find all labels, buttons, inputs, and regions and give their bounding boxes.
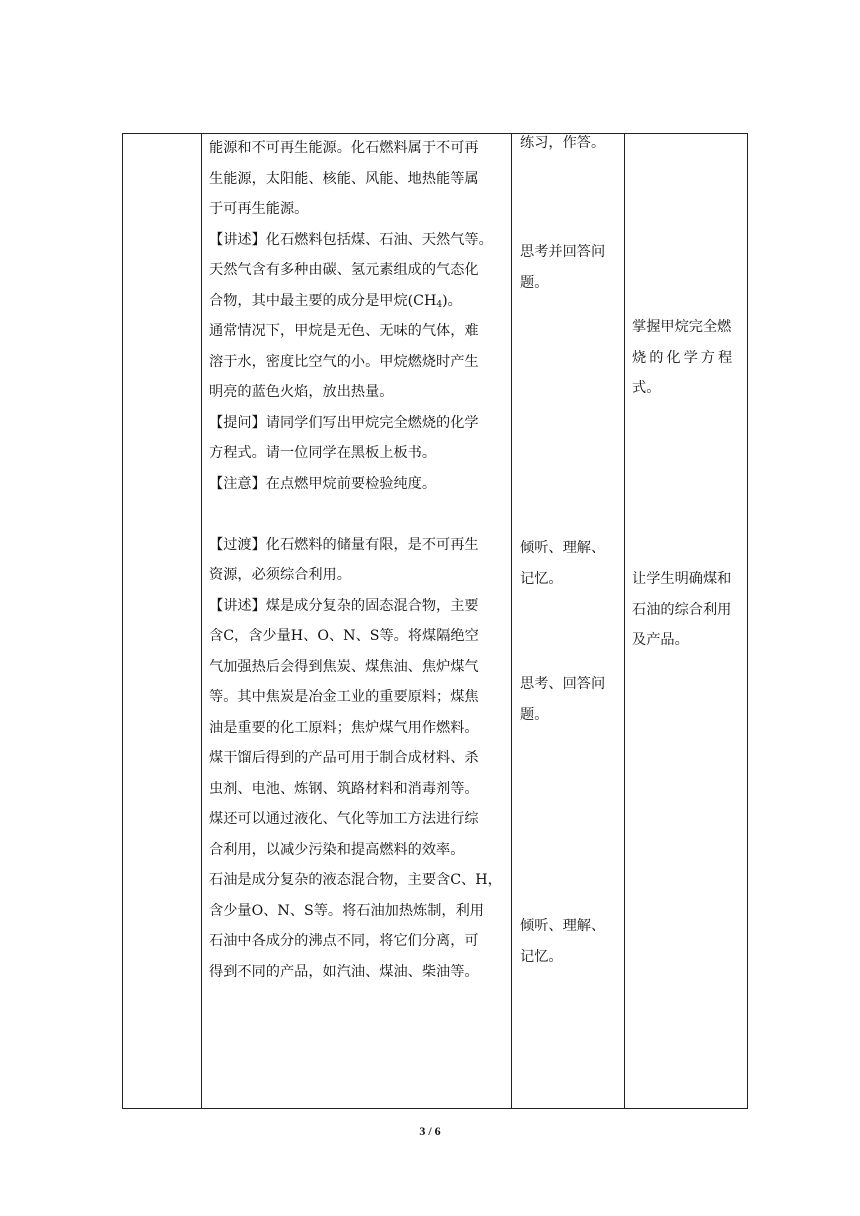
text-line: 石油是成分复杂的液态混合物，主要含C、H， [209, 872, 502, 888]
text-line: 石油中各成分的沸点不同，将它们分离，可 [209, 933, 479, 949]
text-line: 生能源，太阳能、核能、风能、地热能等属 [209, 170, 479, 187]
text-line: 合物，其中最主要的成分是甲烷$(CH_4)$。 [209, 292, 462, 310]
text-line: 溶于水，密度比空气的小。甲烷燃烧时产生 [209, 353, 479, 370]
student-activity: 思考、回答问 题。 [520, 676, 606, 723]
column-divider [624, 134, 625, 1108]
text-line: 【讲述】化石燃料包括煤、石油、天然气等。 [209, 231, 493, 248]
text-line: 【注意】在点燃甲烷前要检验纯度。 [209, 475, 437, 492]
text-line: 气加强热后会得到焦炭、煤焦油、焦炉煤气 [209, 658, 479, 675]
text-line: 【过渡】化石燃料的储量有限，是不可再生 [209, 536, 479, 553]
text-line: 煤还可以通过液化、气化等加工方法进行综 [209, 811, 479, 827]
column-divider [201, 134, 202, 1108]
text-line: 资源，必须综合利用。 [209, 567, 351, 583]
page-number: 3 / 6 [419, 1124, 441, 1138]
text-line: 含少量O、N、S等。将石油加热炼制，利用 [209, 902, 484, 919]
text-line: 明亮的蓝色火焰，放出热量。 [209, 384, 394, 400]
text-line: 含C，含少量H、O、N、S等。将煤隔绝空 [209, 628, 479, 644]
text-line: 【提问】请同学们写出甲烷完全燃烧的化学 [209, 414, 479, 431]
text-line: 等。其中焦炭是冶金工业的重要原料；煤焦 [209, 689, 479, 705]
text-line: 方程式。请一位同学在黑板上板书。 [209, 445, 437, 461]
text-line: 虫剂、电池、炼钢、筑路材料和消毒剂等。 [209, 780, 479, 797]
student-activity: 倾听、理解、 记忆。 [520, 918, 606, 965]
text-line: 得到不同的产品，如汽油、煤油、柴油等。 [209, 963, 479, 980]
student-activity: 练习，作答。 [520, 135, 606, 151]
design-intent: 让学生明确煤和 石油的综合利用 及产品。 [632, 571, 732, 648]
text-line: 油是重要的化工原料；焦炉煤气用作燃料。 [209, 719, 479, 736]
lesson-table [122, 133, 748, 1109]
student-activity: 倾听、理解、 记忆。 [520, 540, 606, 587]
column-divider [511, 134, 512, 1108]
teacher-activity-column [209, 133, 509, 987]
text-line: 于可再生能源。 [209, 201, 309, 217]
text-line: 合利用，以减少污染和提高燃料的效率。 [209, 841, 465, 858]
student-activity: 思考并回答问 题。 [520, 244, 606, 291]
text-line: 【讲述】煤是成分复杂的固态混合物，主要 [209, 597, 479, 614]
text-line: 天然气含有多种由碳、氢元素组成的气态化 [209, 262, 479, 278]
subscript: 4 [436, 299, 443, 310]
design-intent: 掌握甲烷完全燃 烧的化学方程 式。 [632, 319, 736, 396]
text-line: 通常情况下，甲烷是无色、无味的气体，难 [209, 323, 479, 339]
text-line: 煤干馏后得到的产品可用于制合成材料、杀 [209, 750, 479, 766]
text-line: 能源和不可再生能源。化石燃料属于不可再 [209, 140, 479, 156]
